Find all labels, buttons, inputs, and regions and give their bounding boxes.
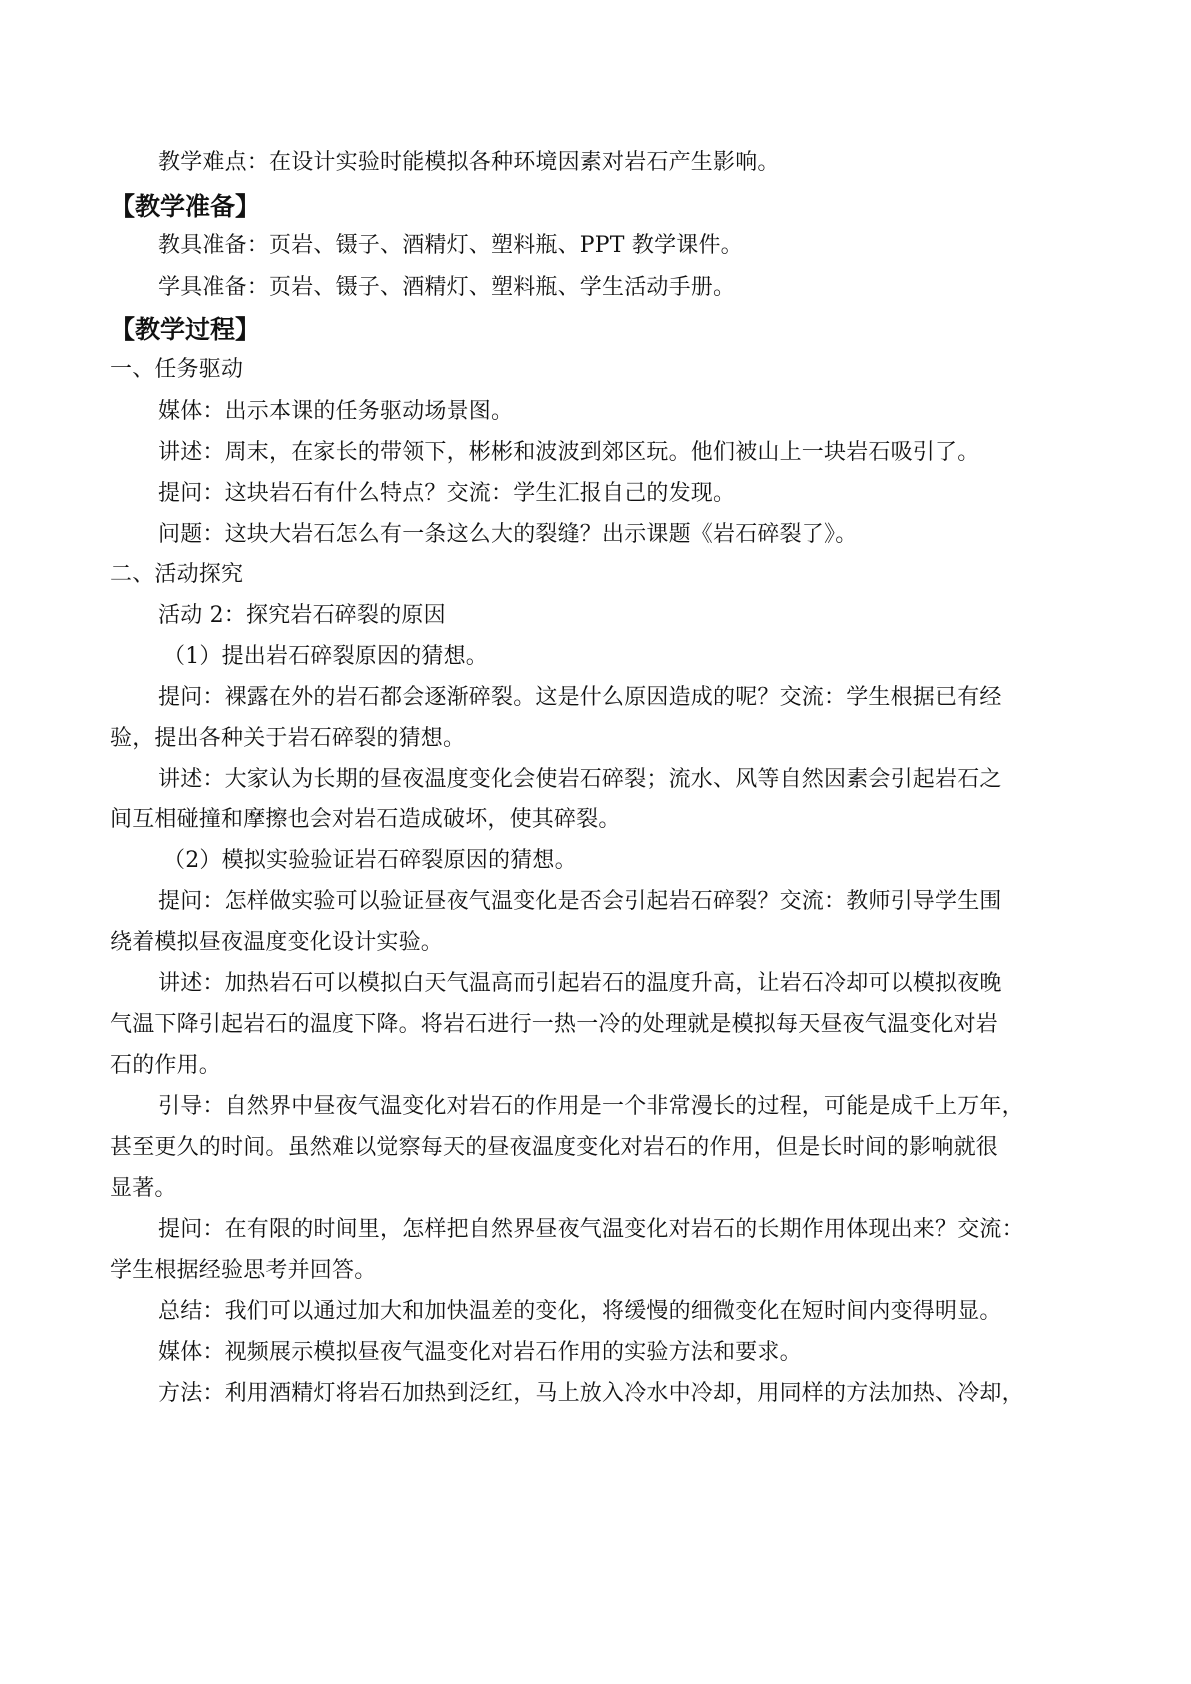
paragraph-line: 讲述：加热岩石可以模拟白天气温高而引起岩石的温度升高，让岩石冷却可以模拟夜晚: [158, 971, 1002, 996]
paragraph-line: 验，提出各种关于岩石碎裂的猜想。: [110, 726, 466, 751]
paragraph-line: 学生根据经验思考并回答。: [110, 1258, 377, 1283]
paragraph-line: 气温下降引起岩石的温度下降。将岩石进行一热一冷的处理就是模拟每天昼夜气温变化对岩: [110, 1012, 999, 1037]
heading-teaching-process: 【教学过程】: [110, 315, 261, 344]
section-title-activity-inquiry: 二、活动探究: [110, 562, 244, 587]
activity-title: 活动 2：探究岩石碎裂的原因: [158, 603, 446, 628]
paragraph-line: 问题：这块大岩石怎么有一条这么大的裂缝？出示课题《岩石碎裂了》。: [158, 522, 858, 547]
step-title: （1）提出岩石碎裂原因的猜想。: [163, 644, 488, 669]
heading-teaching-preparation: 【教学准备】: [110, 192, 261, 221]
paragraph-line: 提问：在有限的时间里，怎样把自然界昼夜气温变化对岩石的长期作用体现出来？交流：: [158, 1217, 1024, 1242]
paragraph-line: 间互相碰撞和摩擦也会对岩石造成破坏，使其碎裂。: [110, 807, 621, 832]
paragraph-line: 提问：这块岩石有什么特点？交流：学生汇报自己的发现。: [158, 481, 736, 506]
paragraph-line: 讲述：大家认为长期的昼夜温度变化会使岩石碎裂；流水、风等自然因素会引起岩石之: [158, 767, 1002, 792]
paragraph-line: 方法：利用酒精灯将岩石加热到泛红，马上放入冷水中冷却，用同样的方法加热、冷却，: [158, 1381, 1024, 1406]
paragraph-line: 媒体：视频展示模拟昼夜气温变化对岩石作用的实验方法和要求。: [158, 1340, 802, 1365]
paragraph-line: 绕着模拟昼夜温度变化设计实验。: [110, 930, 444, 955]
paragraph-line: 提问：怎样做实验可以验证昼夜气温变化是否会引起岩石碎裂？交流：教师引导学生围: [158, 889, 1002, 914]
student-materials: 学具准备：页岩、镊子、酒精灯、塑料瓶、学生活动手册。: [158, 275, 736, 300]
paragraph-line: 总结：我们可以通过加大和加快温差的变化，将缓慢的细微变化在短时间内变得明显。: [158, 1299, 1002, 1324]
paragraph-line: 媒体：出示本课的任务驱动场景图。: [158, 399, 514, 424]
paragraph-line: 讲述：周末，在家长的带领下，彬彬和波波到郊区玩。他们被山上一块岩石吸引了。: [158, 440, 980, 465]
section-title-task-driven: 一、任务驱动: [110, 357, 244, 382]
teaching-difficulty: 教学难点：在设计实验时能模拟各种环境因素对岩石产生影响。: [158, 150, 780, 175]
paragraph-line: 甚至更久的时间。虽然难以觉察每天的昼夜温度变化对岩石的作用，但是长时间的影响就很: [110, 1135, 999, 1160]
paragraph-line: 引导：自然界中昼夜气温变化对岩石的作用是一个非常漫长的过程，可能是成千上万年，: [158, 1094, 1024, 1119]
paragraph-line: 显著。: [110, 1176, 177, 1201]
paragraph-line: 石的作用。: [110, 1053, 222, 1078]
step-title: （2）模拟实验验证岩石碎裂原因的猜想。: [163, 848, 577, 873]
paragraph-line: 提问：裸露在外的岩石都会逐渐碎裂。这是什么原因造成的呢？交流：学生根据已有经: [158, 685, 1002, 710]
teacher-materials: 教具准备：页岩、镊子、酒精灯、塑料瓶、PPT 教学课件。: [158, 233, 743, 258]
